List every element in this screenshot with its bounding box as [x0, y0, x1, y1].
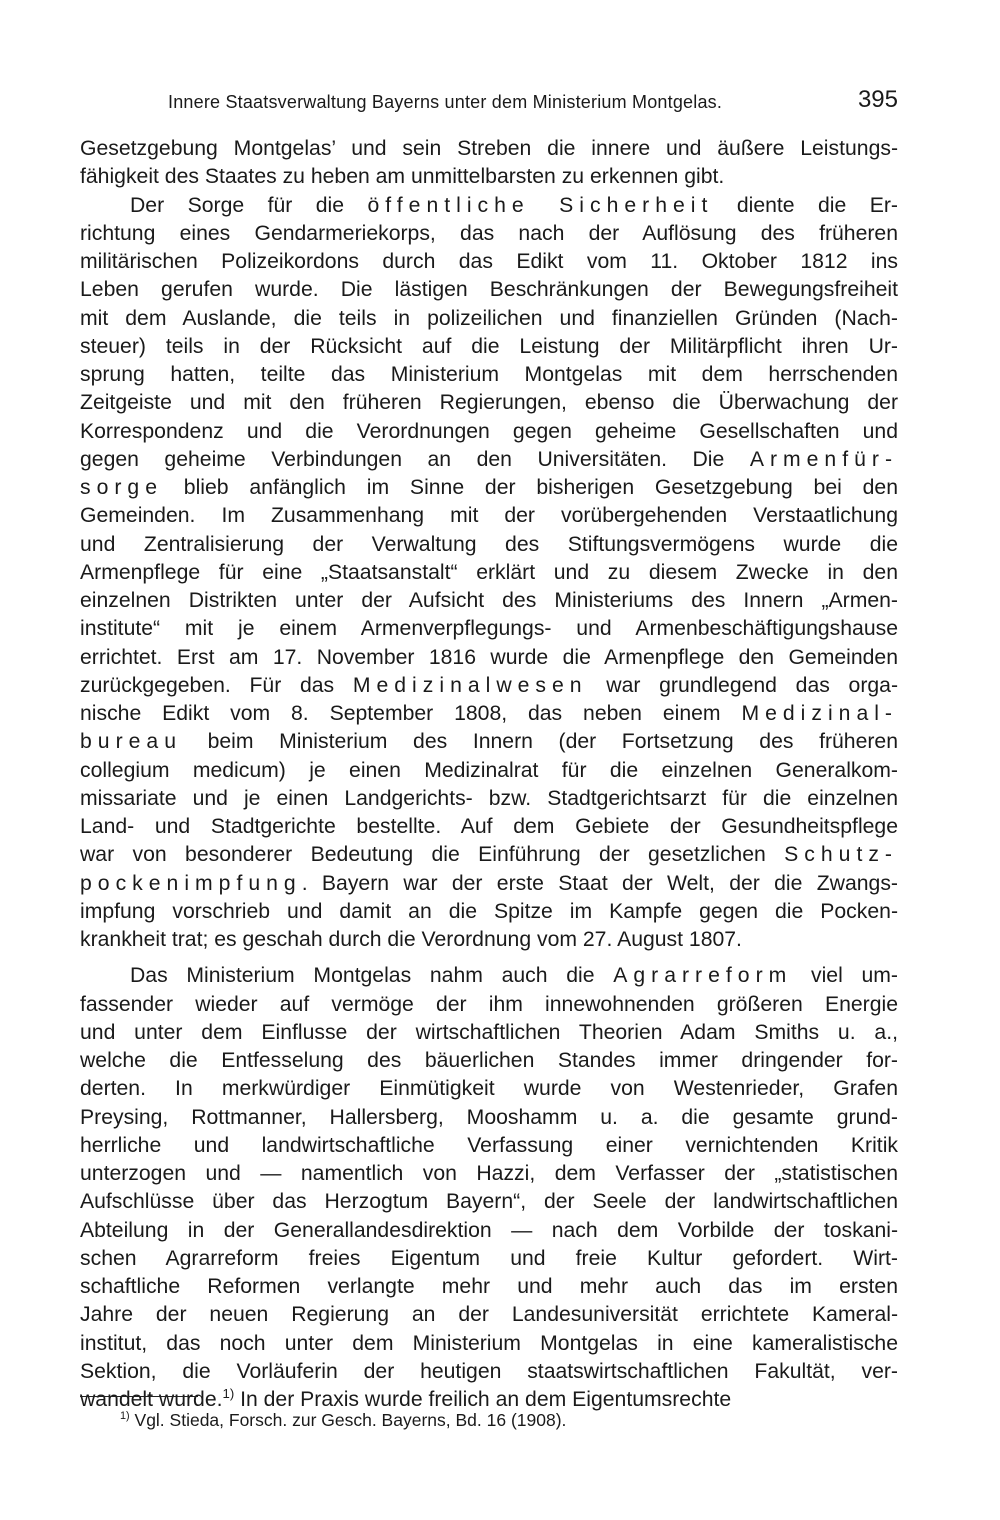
text-line: [80, 305, 898, 333]
text-run: Aufschlüsse über das Herzogtum Bayern“, der Seele der landwirtschaftlichen: [80, 1190, 898, 1214]
running-header: [80, 86, 898, 122]
text-line: [80, 644, 898, 672]
text-run: viel um-: [792, 964, 898, 988]
text-run: richtung eines Gendarmeriekorps, das nach der Auflösung des früheren: [80, 221, 898, 245]
text-run: Armenpflege für eine „Staatsanstalt“ erklärt und zu diesem Zwecke in den: [80, 560, 898, 584]
text-line: [80, 1047, 898, 1075]
text-run: . Bayern war der erste Staat der Welt, der die Zwangs-: [301, 871, 898, 895]
text-line: [80, 559, 898, 587]
footnote: [120, 1410, 566, 1431]
text-line: [80, 361, 898, 389]
text-line: [80, 898, 898, 926]
text-run: Abteilung in der Generallandesdirektion — nach dem Vorbilde der toskani-: [80, 1218, 898, 1242]
text-line: [80, 389, 898, 417]
text-run: zurückgegeben. Für das: [80, 673, 353, 697]
text-line: [80, 962, 898, 990]
text-run: schaftliche Reformen verlangte mehr und mehr auch das im ersten: [80, 1275, 898, 1298]
text-run: Leben gerufen wurde. Die lästigen Beschränkungen der Bewegungsfreiheit: [80, 278, 898, 302]
spaced-emphasis: Agrarreform: [613, 964, 793, 988]
text-line: [80, 991, 898, 1019]
text-run: Jahre der neuen Regierung an der Landesuniversität errichtete Kameral-: [80, 1303, 898, 1327]
text-run: In der Praxis wurde freilich an dem Eigentumsrechte: [234, 1388, 732, 1411]
footnote-marker: 1): [120, 1410, 130, 1423]
text-line: [80, 446, 898, 474]
text-line: [80, 333, 898, 361]
running-title: Innere Staatsverwaltung Bayerns unter dem Ministerium Montgelas.: [168, 92, 723, 112]
text-line: [80, 757, 898, 785]
text-run: war von besonderer Bedeutung die Einführung der gesetzlichen: [80, 843, 785, 867]
footnote-text: Vgl. Stieda, Forsch. zur Gesch. Bayerns, Bd. 16 (1908).: [129, 1410, 567, 1430]
text-line: Gesetzgebung Montgelas’ und sein Streben die innere und äußere Leistungs-: [80, 137, 898, 160]
text-run: wandelt wurde.: [80, 1388, 223, 1411]
text-line: [80, 700, 898, 728]
text-line: [80, 1188, 898, 1216]
text-run: einzelnen Distrikten unter der Aufsicht des Ministeriums des Innern „Armen-: [80, 589, 898, 612]
text-line: [80, 672, 898, 700]
text-line: [80, 1358, 898, 1386]
text-run: Korrespondenz und die Verordnungen gegen geheime Gesellschaften und: [80, 419, 898, 443]
text-line: [80, 587, 898, 615]
text-line: [80, 813, 898, 841]
text-line: [80, 926, 898, 954]
text-run: herrliche und landwirtschaftliche Verfassung einer vernichtenden Kritik: [80, 1133, 898, 1157]
text-run: missariate und je einen Landgerichts- bzw. Stadtgerichtsarzt für die einzelnen: [80, 786, 898, 810]
text-line: [80, 1217, 898, 1245]
text-line: [80, 418, 898, 446]
spaced-emphasis: sorge: [80, 476, 163, 499]
text-run: blieb anfänglich im Sinne der bisherigen Gesetzgebung bei den: [163, 476, 898, 499]
text-line: [80, 728, 898, 756]
text-run: steuer) teils in der Rücksicht auf die Leistung der Militärpflicht ihren Ur-: [80, 334, 898, 358]
paragraph-2: [80, 192, 898, 955]
text-line: [80, 1160, 898, 1188]
text-line: [80, 615, 898, 643]
text-run: Zeitgeiste und mit den früheren Regierungen, ebenso die Überwachung der: [80, 391, 898, 415]
text-run: krankheit trat; es geschah durch die Verordnung vom 27. August 1807.: [80, 928, 742, 951]
text-run: fassender wieder auf vermöge der ihm innewohnenden größeren Energie: [80, 992, 898, 1016]
text-run: war grundlegend das orga-: [587, 673, 898, 697]
text-line: [80, 248, 898, 276]
spaced-emphasis: pockenimpfung: [80, 871, 302, 895]
text-run: und unter dem Einflusse der wirtschaftlichen Theorien Adam Smiths u. a.,: [80, 1020, 898, 1044]
spaced-emphasis: Schutz-: [784, 843, 898, 867]
text-line: [80, 1245, 898, 1273]
body-text: [80, 135, 898, 1414]
text-run: welche die Entfesselung des bäuerlichen Standes immer dringender for-: [80, 1049, 898, 1072]
text-line: [80, 1132, 898, 1160]
text-line: [80, 220, 898, 248]
text-run: sprung hatten, teilte das Ministerium Montgelas mit dem herrschenden: [80, 363, 898, 386]
text-line: [80, 1019, 898, 1047]
text-line: [80, 1075, 898, 1103]
text-run: Der Sorge für die: [130, 193, 368, 217]
text-run: errichtet. Erst am 17. November 1816 wurde die Armenpflege den Gemeinden: [80, 645, 898, 669]
text-line: [80, 1301, 898, 1329]
text-run: institute“ mit je einem Armenverpflegungs- und Armenbeschäftigungshause: [80, 617, 898, 641]
text-run: Gemeinden. Im Zusammenhang mit der vorübergehenden Verstaatlichung: [80, 504, 898, 528]
footnote-rule: [80, 1396, 198, 1397]
text-line: [80, 1273, 898, 1301]
text-run: diente die Er-: [713, 193, 898, 217]
text-run: institut, das noch unter dem Ministerium Montgelas in eine kameralistische: [80, 1331, 898, 1355]
text-line: [80, 1104, 898, 1132]
text-run: impfung vorschrieb und damit an die Spitze im Kampfe gegen die Pocken-: [80, 899, 898, 923]
spaced-emphasis: Armenfür-: [749, 447, 898, 471]
text-line: [80, 192, 898, 220]
text-run: mit dem Auslande, die teils in polizeilichen und finanziellen Gründen (Nach-: [80, 306, 898, 330]
footnote-reference: 1): [222, 1385, 235, 1401]
text-run: Das Ministerium Montgelas nahm auch die: [130, 964, 614, 988]
text-run: schen Agrarreform freies Eigentum und freie Kultur gefordert. Wirt-: [80, 1246, 898, 1270]
text-run: militärischen Polizeikordons durch das Edikt vom 11. Oktober 1812 ins: [80, 250, 898, 273]
text-line: [80, 531, 898, 559]
text-run: collegium medicum) je einen Medizinalrat für die einzelnen Generalkom-: [80, 758, 898, 782]
text-line: [80, 870, 898, 898]
page-number: 395: [857, 86, 898, 113]
text-run: nische Edikt vom 8. September 1808, das neben einem: [80, 702, 742, 725]
text-line: [80, 785, 898, 813]
spaced-emphasis: öffentliche Sicherheit: [367, 193, 714, 217]
spaced-emphasis: bureau: [80, 730, 182, 754]
paragraph-3: [80, 962, 898, 1414]
text-run: Land- und Stadtgerichte bestellte. Auf dem Gebiete der Gesundheitspflege: [80, 815, 898, 838]
text-run: beim Ministerium des Innern (der Fortsetzung des früheren: [181, 730, 898, 754]
text-line: fähigkeit des Staates zu heben am unmittelbarsten zu erkennen gibt.: [80, 165, 725, 189]
text-run: Preysing, Rottmanner, Hallersberg, Mooshamm u. a. die gesamte grund-: [80, 1105, 898, 1129]
text-line: [80, 1330, 898, 1358]
spaced-emphasis: Medizinalwesen: [352, 673, 588, 697]
text-run: Sektion, die Vorläuferin der heutigen staatswirtschaftlichen Fakultät, ver-: [80, 1359, 898, 1383]
text-run: derten. In merkwürdiger Einmütigkeit wurde von Westenrieder, Grafen: [80, 1077, 898, 1101]
text-run: gegen geheime Verbindungen an den Universitäten. Die: [80, 447, 750, 471]
text-line: [80, 474, 898, 502]
text-run: und Zentralisierung der Verwaltung des Stiftungsvermögens wurde die: [80, 532, 898, 556]
text-line: [80, 841, 898, 869]
text-run: unterzogen und — namentlich von Hazzi, dem Verfasser der „statistischen: [80, 1162, 898, 1185]
spaced-emphasis: Medizinal-: [741, 702, 898, 725]
paragraph-1: [80, 135, 898, 192]
text-line: [80, 276, 898, 304]
text-line: [80, 502, 898, 530]
